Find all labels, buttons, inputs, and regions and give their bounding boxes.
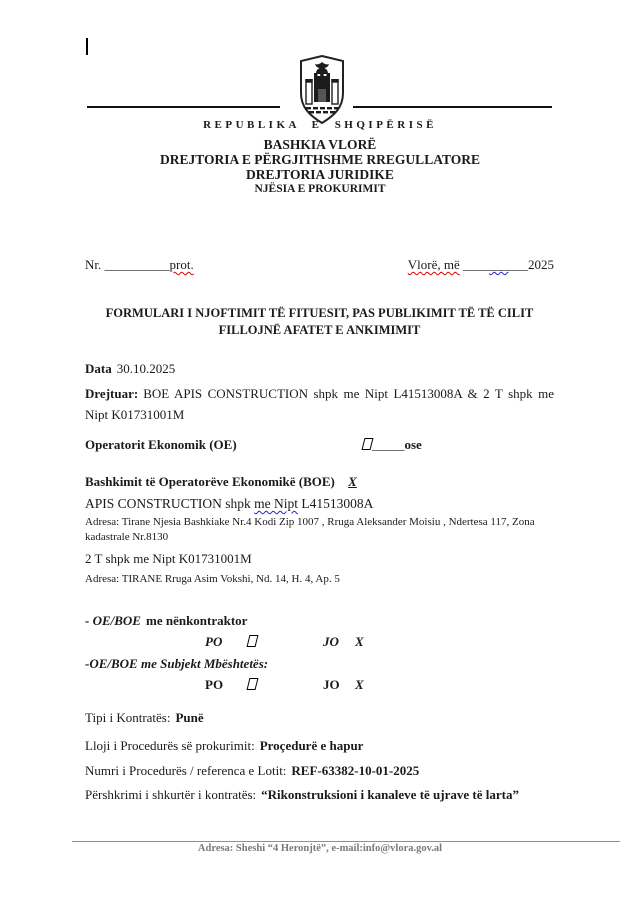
- place-label: Vlorë, më: [407, 257, 460, 272]
- boe-member1-address: Adresa: Tirane Njesia Bashkiake Nr.4 Kodi Zip 1007 , Rruga Aleksander Moisiu , Ndertesa 117, Zona kadastrale Nr.8130: [85, 516, 535, 543]
- document-title-line1: FORMULARI I NJOFTIMIT TË FITUESIT, PAS PUBLIKIMIT TË TË CILIT: [105, 306, 534, 320]
- support-heading: -OE/BOE me Subjekt Mbështetës:: [85, 656, 269, 671]
- boe-member1-line: APIS CONSTRUCTION shpk me Nipt L41513008A: [85, 496, 374, 511]
- subcontractor-jo-label: JO: [323, 634, 339, 649]
- procurement-unit: NJËSIA E PROKURIMIT: [254, 183, 386, 195]
- footer-rule: [72, 841, 620, 842]
- addressee-paragraph: [85, 383, 554, 425]
- boe-member2-address: Adresa: TIRANE Rruga Asim Vokshi, Nd. 14, H. 4, Ap. 5: [85, 573, 340, 585]
- oe-choice: [363, 437, 422, 453]
- prot-label: prot.: [169, 257, 194, 272]
- institution-header: [0, 137, 640, 196]
- support-po-label: PO: [205, 677, 224, 692]
- oe-blank: _____: [372, 437, 405, 452]
- procedure-number-line: Numri i Procedurës / referenca e Lotit: REF-63382-10-01-2025: [85, 763, 420, 778]
- subcontractor-po-jo-row: [85, 634, 505, 650]
- date-blank-marked: ___: [489, 257, 509, 272]
- boe-heading-row: [85, 474, 357, 490]
- subcontractor-jo-mark: X: [355, 634, 364, 649]
- municipality-name: BASHKIA VLORË: [263, 137, 377, 152]
- oe-suffix: ose: [404, 437, 422, 452]
- republic-title: REPUBLIKA E SHQIPËRISË: [203, 119, 437, 131]
- protocol-blank: __________: [104, 257, 170, 272]
- oe-option-row: [85, 437, 554, 453]
- directorate-general: DREJTORIA E PËRGJITHSHME RREGULLATORE: [160, 152, 480, 167]
- vlora-coat-of-arms-icon: [298, 55, 346, 125]
- date-label: Data: [85, 361, 112, 376]
- date-value: 30.10.2025: [116, 361, 176, 376]
- boe-member2-line: 2 T shpk me Nipt K01731001M: [85, 551, 252, 566]
- footer-address: Adresa: Sheshi “4 Heronjtë”, e-mail:info@vlora.gov.al: [197, 843, 443, 854]
- subcontractor-heading: - OE/BOE me nënkontraktor: [85, 613, 248, 628]
- support-po-checkbox[interactable]: [248, 677, 257, 693]
- subcontractor-po-label: PO: [205, 634, 223, 649]
- boe-heading: Bashkimit të Operatorëve Ekonomikë (BOE): [85, 474, 335, 489]
- addressee-value: BOE APIS CONSTRUCTION shpk me Nipt L41513008A & 2 T shpk me Nipt K01731001M: [85, 386, 554, 422]
- directorate-legal: DREJTORIA JURIDIKE: [246, 167, 394, 182]
- subcontractor-po-checkbox[interactable]: [248, 634, 257, 650]
- protocol-number: Nr. __________prot.: [85, 257, 194, 272]
- date-line: [85, 361, 175, 377]
- document-title-line2: FILLOJNË AFATET E ANKIMIMIT: [218, 323, 421, 337]
- contract-type-line: Tipi i Kontratës: Punë: [85, 710, 204, 725]
- support-jo-label: JO: [323, 677, 340, 692]
- header-rule-left: [87, 106, 280, 108]
- member1-wavy-text: me Nipt: [254, 496, 299, 511]
- header-rule-right: [353, 106, 552, 108]
- addressee-label: Drejtuar:: [85, 386, 139, 401]
- support-po-jo-row: [85, 677, 505, 693]
- document-title: [85, 305, 554, 339]
- support-jo-mark: X: [355, 677, 364, 692]
- text-cursor: [86, 38, 88, 55]
- protocol-row: [85, 257, 554, 273]
- contract-description-line: Përshkrimi i shkurtër i kontratës: “Rikonstruksioni i kanaleve të ujrave të larta”: [85, 787, 519, 802]
- procedure-type-line: Lloji i Procedurës së prokurimit: Proçedurë e hapur: [85, 738, 364, 753]
- boe-selected-mark: X: [348, 474, 357, 489]
- year: 2025: [528, 257, 554, 272]
- place-date: Vlorë, më __________2025: [407, 257, 554, 272]
- oe-label: Operatorit Ekonomik (OE): [85, 437, 237, 452]
